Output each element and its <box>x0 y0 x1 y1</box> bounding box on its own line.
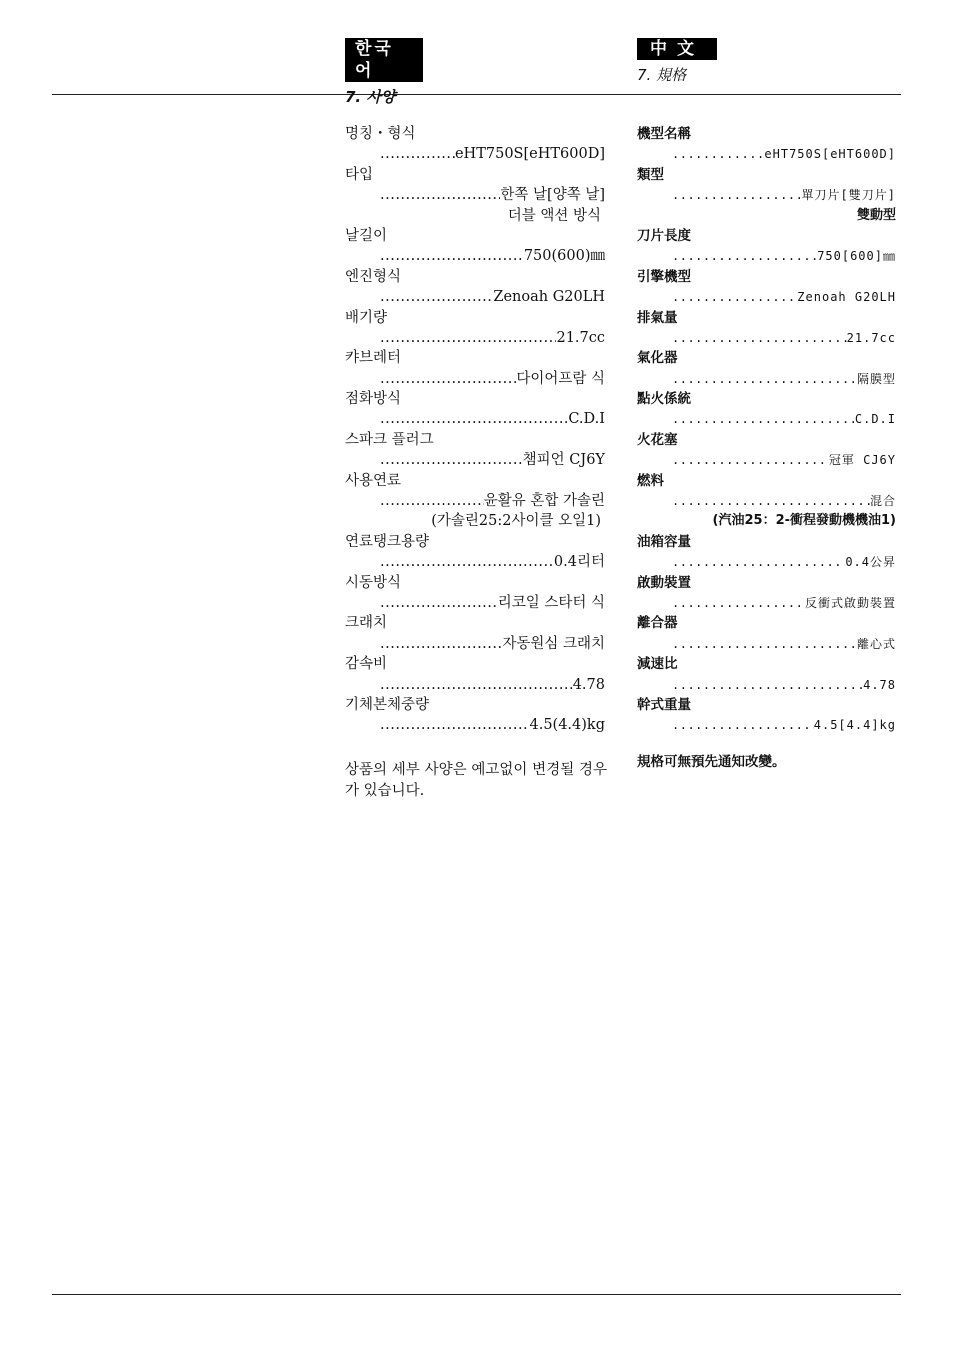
dot-leader <box>672 287 797 307</box>
spec-value: 리코일 스타터 식 <box>497 594 605 611</box>
dot-leader <box>380 552 554 572</box>
spec-value-row <box>672 144 896 164</box>
spec-label: 타입 <box>345 166 374 183</box>
spec-label: 啟動裝置 <box>637 574 691 591</box>
spec-value-row <box>672 185 896 205</box>
spec-label: 點火係統 <box>637 391 691 408</box>
dot-leader <box>380 675 573 695</box>
spec-value: 0.4公昇 <box>845 555 896 570</box>
spec-value: 윤활유 혼합 가솔린 <box>483 493 605 510</box>
spec-value: eHT750S[eHT600D] <box>764 147 896 162</box>
dot-leader <box>380 246 524 266</box>
spec-value: 4.78 <box>572 676 605 693</box>
footer-rule <box>52 1294 901 1295</box>
spec-label: 감속비 <box>345 656 388 673</box>
spec-label: 배기량 <box>345 309 388 326</box>
spec-value-row <box>672 409 896 429</box>
spec-value-row <box>380 287 605 307</box>
spec-label: 날길이 <box>345 227 388 244</box>
dot-leader <box>672 450 829 470</box>
spec-label: 시동방식 <box>345 574 402 591</box>
spec-value-row <box>672 675 896 695</box>
dot-leader <box>672 409 855 429</box>
spec-value-row <box>672 246 896 266</box>
spec-value: 混合 <box>869 494 896 509</box>
spec-value: 한쪽 날[양쪽 날] <box>500 187 605 204</box>
spec-label: 刀片長度 <box>637 227 691 244</box>
spec-value-row <box>672 552 896 572</box>
spec-value-row <box>380 715 605 735</box>
spec-value-row <box>380 491 605 511</box>
spec-value-row <box>380 185 605 205</box>
spec-value-row <box>672 593 896 613</box>
chinese-language-tag: 中文 <box>637 38 717 60</box>
spec-value-row <box>380 675 605 695</box>
spec-value: 隔膜型 <box>856 371 896 386</box>
spec-value: 챔피언 CJ6Y <box>522 452 605 469</box>
korean-column <box>345 38 605 106</box>
spec-value-continuation: (汽油25：2-衝程發動機機油1) <box>712 513 896 529</box>
spec-label: 燃料 <box>637 472 664 489</box>
chinese-spec-list <box>637 124 896 736</box>
spec-value-row <box>672 491 896 511</box>
spec-value-continuation: 더블 액션 방식 <box>507 207 601 224</box>
dot-leader <box>380 287 493 307</box>
spec-label: 氣化器 <box>637 350 678 367</box>
spec-value-row <box>380 634 605 654</box>
dot-leader <box>380 409 568 429</box>
dot-leader <box>380 593 498 613</box>
korean-language-tag: 한국어 <box>345 38 423 82</box>
spec-value: 21.7cc <box>846 330 896 345</box>
spec-value: 離心式 <box>856 636 896 651</box>
spec-value-row <box>672 715 896 735</box>
spec-value: C.D.I <box>854 412 896 427</box>
spec-label: 점화방식 <box>345 391 402 408</box>
spec-label: 사용연료 <box>345 472 402 489</box>
dot-leader <box>672 185 802 205</box>
dot-leader <box>672 715 814 735</box>
spec-value: 21.7cc <box>556 329 605 346</box>
spec-value-row <box>380 328 605 348</box>
spec-value-row <box>380 409 605 429</box>
spec-value: 反衝式啟動裝置 <box>804 595 896 610</box>
spec-value: eHT750S[eHT600D] <box>454 146 605 163</box>
spec-value-row <box>380 552 605 572</box>
dot-leader <box>380 491 484 511</box>
dot-leader <box>380 369 516 389</box>
chinese-note: 規格可無預先通知改變。 <box>637 754 786 770</box>
korean-section-title: 7. 사양 <box>345 88 396 106</box>
spec-value: Zenoah G20LH <box>797 290 896 305</box>
spec-label: 연료탱크용량 <box>345 533 430 550</box>
spec-label: 減速比 <box>637 656 678 673</box>
dot-leader <box>672 634 857 654</box>
spec-value-row <box>672 369 896 389</box>
dot-leader <box>672 593 805 613</box>
spec-label: 기체본체중량 <box>345 696 430 713</box>
spec-label: 火花塞 <box>637 431 678 448</box>
spec-value: 單刀片[雙刀片] <box>801 188 896 203</box>
spec-value: 750[600]㎜ <box>817 249 896 264</box>
spec-label: 排氣量 <box>637 309 678 326</box>
spec-label: 캬브레터 <box>345 350 402 367</box>
spec-label: 離合器 <box>637 615 678 632</box>
dot-leader <box>672 328 847 348</box>
dot-leader <box>672 491 870 511</box>
spec-value-row <box>380 593 605 613</box>
spec-value-continuation: 雙動型 <box>856 207 896 223</box>
spec-label: 類型 <box>637 166 664 183</box>
spec-value-row <box>672 450 896 470</box>
spec-value: 750(600)㎜ <box>523 248 605 265</box>
dot-leader <box>672 675 863 695</box>
spec-label: 油箱容量 <box>637 533 691 550</box>
dot-leader <box>672 369 857 389</box>
chinese-column <box>637 38 896 84</box>
spec-value-row <box>380 144 605 164</box>
dot-leader <box>380 185 500 205</box>
spec-label: 幹式重量 <box>637 696 691 713</box>
spec-value: 4.5(4.4)kg <box>529 717 605 734</box>
spec-value-continuation: (가솔린25:2사이클 오일1) <box>431 513 601 530</box>
spec-value-row <box>672 634 896 654</box>
dot-leader <box>672 246 817 266</box>
spec-value-row <box>380 246 605 266</box>
spec-label: 크래치 <box>345 615 388 632</box>
spec-label: 機型名稱 <box>637 126 691 142</box>
spec-label: 스파크 플러그 <box>345 431 434 448</box>
dot-leader <box>380 450 523 470</box>
spec-value: 4.78 <box>863 677 896 692</box>
spec-label: 엔진형식 <box>345 268 402 285</box>
spec-label: 명칭・형식 <box>345 126 416 142</box>
dot-leader <box>380 715 529 735</box>
spec-value: C.D.I <box>568 411 605 428</box>
dot-leader <box>672 552 845 572</box>
spec-value-row <box>672 328 896 348</box>
spec-value: 0.4리터 <box>553 554 605 571</box>
chinese-section-title: 7. 規格 <box>637 66 687 84</box>
dot-leader <box>380 634 502 654</box>
dot-leader <box>380 144 455 164</box>
spec-value-row <box>672 287 896 307</box>
spec-value-row <box>380 450 605 470</box>
korean-note: 상품의 세부 사양은 예고없이 변경될 경우가 있습니다. <box>345 762 607 799</box>
dot-leader <box>672 144 764 164</box>
spec-label: 引擎機型 <box>637 268 691 285</box>
spec-value: Zenoah G20LH <box>493 289 605 306</box>
spec-value: 자동원심 크래치 <box>502 635 605 652</box>
korean-spec-list <box>345 124 605 736</box>
spec-value: 다이어프람 식 <box>516 370 605 387</box>
spec-value: 4.5[4.4]kg <box>813 718 896 733</box>
dot-leader <box>380 328 556 348</box>
spec-value: 冠軍 CJ6Y <box>828 453 896 468</box>
spec-value-row <box>380 369 605 389</box>
